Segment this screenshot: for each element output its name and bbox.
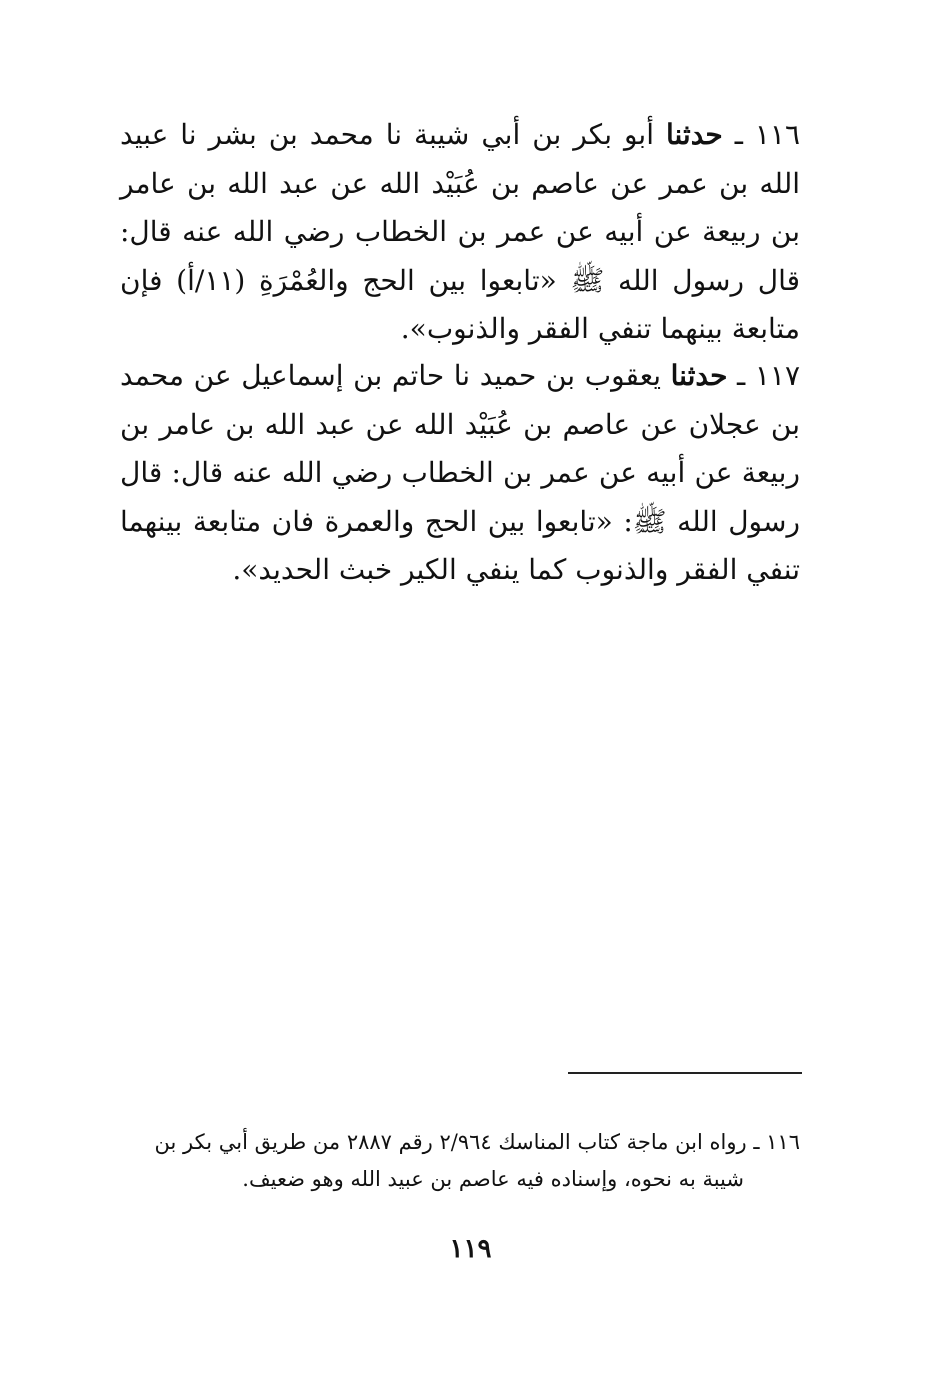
- page-number: ١١٩: [449, 1234, 492, 1264]
- hadith-number: ١١٦: [754, 118, 800, 151]
- hadith-dash: ـ: [734, 118, 743, 151]
- hadith-dash: ـ: [737, 359, 746, 392]
- hadith-116: [120, 111, 800, 354]
- hadith-lead-word: حدثنا: [670, 359, 728, 392]
- hadith-text: يعقوب بن حميد نا حاتم بن إسماعيل عن محمد بن عجلان عن عاصم بن عُبَيْد الله عن عبد الله بن عامر بن ربيعة عن أبيه عن عمر بن الخطاب رضي الله عنه قال: قال رسول الله ﷺ: «تابعوا بين الحج والعمرة فان متابعة بينهما تنفي الفقر والذنوب كما ينفي الكير خبث الحديد».: [120, 359, 800, 586]
- footnote-line: ١١٦ ـ رواه ابن ماجة كتاب المناسك ٢/٩٦٤ رقم ٢٨٨٧ من طريق أبي بكر بن: [154, 1130, 800, 1154]
- hadith-117: [120, 352, 800, 595]
- hadith-text: أبو بكر بن أبي شيبة نا محمد بن بشر نا عبيد الله بن عمر عن عاصم بن عُبَيْد الله عن عبد الله بن عامر بن ربيعة عن أبيه عن عمر بن الخطاب رضي الله عنه قال: قال رسول الله ﷺ «تابعوا بين الحج والعُمْرَةِ (١١/أ) فإن متابعة بينهما تنفي الفقر والذنوب».: [120, 118, 800, 345]
- hadith-number: ١١٧: [754, 359, 800, 392]
- footnote-divider: [568, 1072, 802, 1074]
- footnote: [118, 1124, 800, 1198]
- footnote-line: شيبة به نحوه، وإسناده فيه عاصم بن عبيد الله وهو ضعيف.: [242, 1167, 744, 1191]
- hadith-lead-word: حدثنا: [665, 118, 723, 151]
